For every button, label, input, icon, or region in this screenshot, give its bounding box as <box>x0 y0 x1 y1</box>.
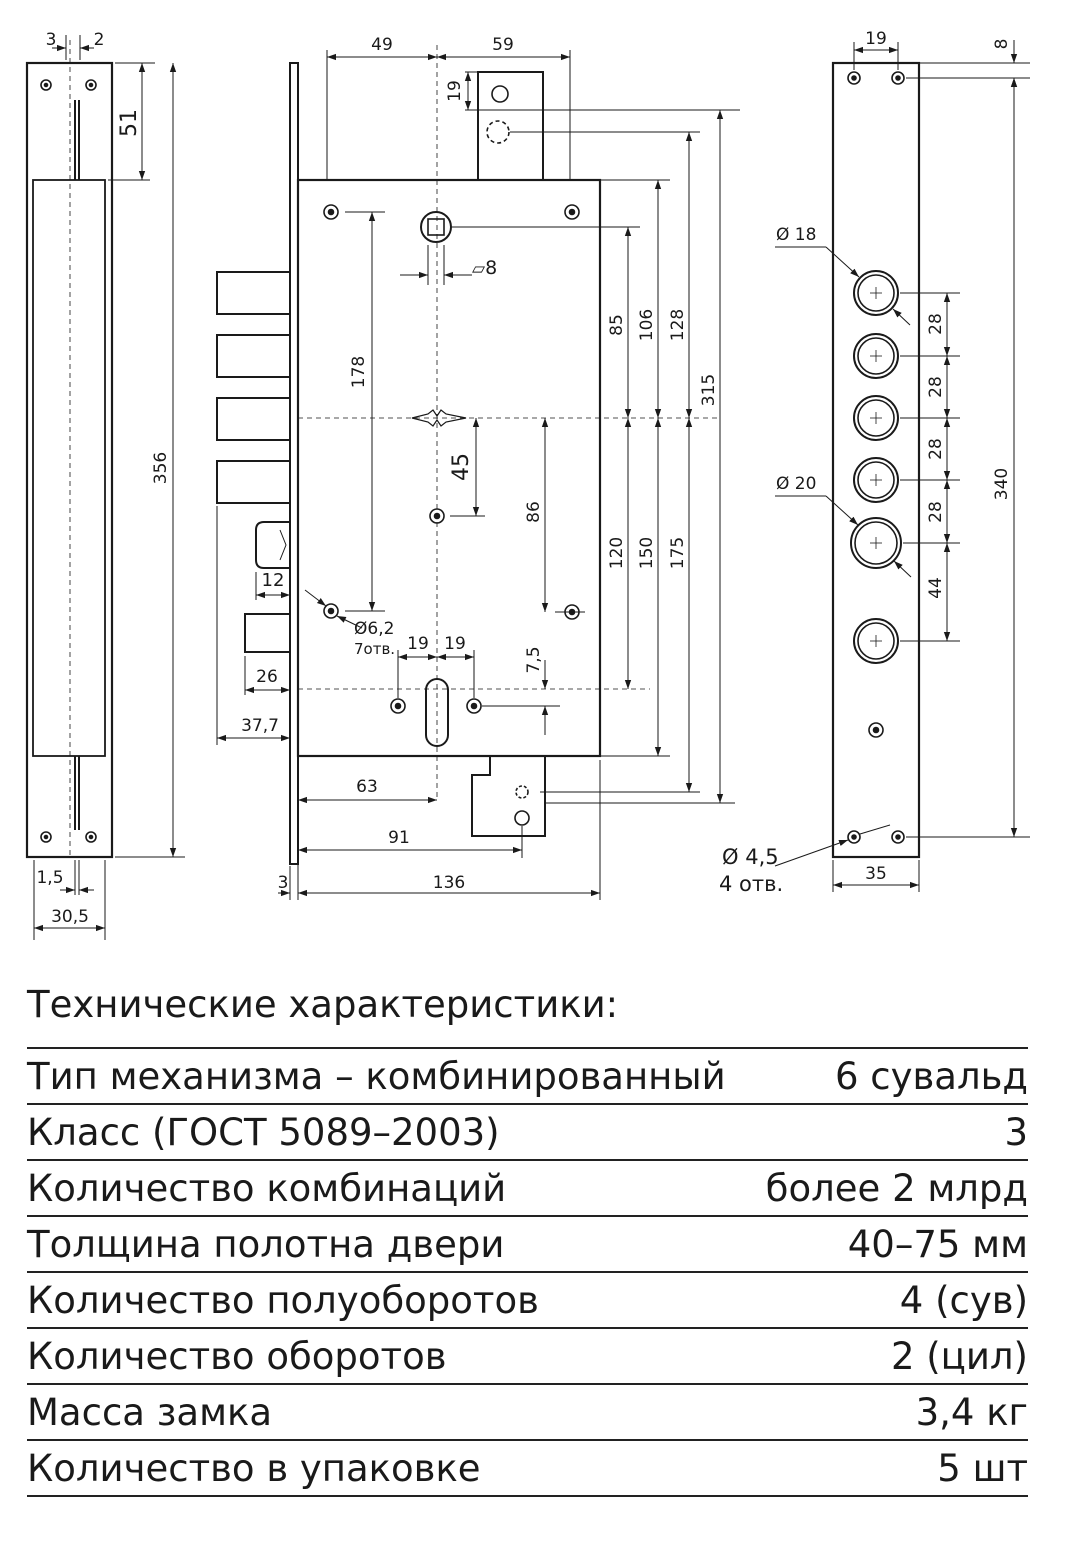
dim-mid-63: 63 <box>356 777 378 797</box>
dim-mid-85: 85 <box>607 314 627 336</box>
dim-right-28a: 28 <box>926 313 946 335</box>
dim-mid-12: 12 <box>261 570 285 591</box>
dim-left-top-3: 3 <box>45 30 57 50</box>
dim-left-30-5: 30,5 <box>51 907 89 927</box>
dim-mid-7-holes: 7отв. <box>354 640 396 658</box>
spec-value: 4 (сув) <box>899 1278 1028 1322</box>
dim-mid-19b: 19 <box>444 634 466 654</box>
dim-mid-sq8-value: 8 <box>485 257 498 279</box>
dim-mid-d6-2: Ø6,2 <box>354 619 395 639</box>
dim-mid-19-top: 19 <box>445 80 465 102</box>
dim-mid-315: 315 <box>699 373 719 407</box>
dim-mid-3: 3 <box>277 873 289 893</box>
spec-row-package-qty <box>27 1439 1028 1497</box>
dim-mid-26: 26 <box>256 667 278 687</box>
spec-value: 6 сувальд <box>834 1054 1028 1098</box>
dim-left-1-5: 1,5 <box>36 868 64 888</box>
spec-value: 3 <box>1004 1110 1028 1154</box>
dim-mid-150: 150 <box>637 536 657 570</box>
spec-value: более 2 млрд <box>765 1166 1028 1210</box>
spec-row-door-thickness <box>27 1215 1028 1271</box>
spec-label: Класс (ГОСТ 5089–2003) <box>27 1110 500 1154</box>
dim-right-340: 340 <box>992 467 1012 501</box>
dim-right-d18: Ø 18 <box>776 225 817 245</box>
dim-mid-7-5: 7,5 <box>524 646 544 674</box>
spec-value: 3,4 кг <box>915 1390 1028 1434</box>
dim-left-51: 51 <box>117 109 142 137</box>
spec-label: Количество в упаковке <box>27 1446 481 1490</box>
spec-row-half-turns <box>27 1271 1028 1327</box>
dim-right-28c: 28 <box>926 438 946 460</box>
dim-mid-120: 120 <box>607 536 627 570</box>
dim-right-35: 35 <box>865 864 887 884</box>
dim-mid-178: 178 <box>349 355 369 389</box>
dim-left-356: 356 <box>151 451 171 485</box>
dim-mid-128: 128 <box>668 308 688 342</box>
spec-label: Тип механизма – комбинированный <box>27 1054 726 1098</box>
spec-label: Количество оборотов <box>27 1334 447 1378</box>
dim-mid-86: 86 <box>524 501 544 523</box>
dim-right-4-holes: 4 отв. <box>719 872 784 896</box>
spec-label: Количество комбинаций <box>27 1166 507 1210</box>
strike-plate-view <box>775 40 1030 892</box>
dim-right-d4-5: Ø 4,5 <box>722 845 779 869</box>
dim-right-28d: 28 <box>926 501 946 523</box>
dim-mid-19a: 19 <box>407 634 429 654</box>
spec-row-class <box>27 1103 1028 1159</box>
left-side-view <box>27 35 185 940</box>
spec-row-combinations <box>27 1159 1028 1215</box>
dim-mid-49: 49 <box>371 35 393 55</box>
spec-value: 40–75 мм <box>847 1222 1028 1266</box>
spec-row-mechanism <box>27 1047 1028 1103</box>
spec-value: 5 шт <box>937 1446 1028 1490</box>
spec-row-weight <box>27 1383 1028 1439</box>
spec-value: 2 (цил) <box>890 1334 1028 1378</box>
spec-label: Масса замка <box>27 1390 272 1434</box>
dim-mid-175: 175 <box>668 536 688 570</box>
dim-mid-59: 59 <box>492 35 514 55</box>
front-view <box>217 45 740 900</box>
dim-mid-sq8: ▱8 <box>472 257 498 279</box>
dim-left-top-2: 2 <box>93 30 105 50</box>
specs-title: Технические характеристики: <box>27 983 619 1026</box>
dim-right-44: 44 <box>926 577 946 599</box>
dim-mid-91: 91 <box>388 828 410 848</box>
dim-right-8: 8 <box>992 38 1012 50</box>
dim-right-28b: 28 <box>926 376 946 398</box>
spec-label: Количество полуоборотов <box>27 1278 539 1322</box>
specs-table <box>27 1047 1028 1497</box>
dim-right-d20: Ø 20 <box>776 474 817 494</box>
spec-row-turns <box>27 1327 1028 1383</box>
spec-label: Толщина полотна двери <box>27 1222 505 1266</box>
dim-right-19: 19 <box>865 29 887 49</box>
dim-mid-45: 45 <box>449 453 474 481</box>
dim-mid-106: 106 <box>637 308 657 342</box>
dim-mid-37-7: 37,7 <box>241 716 279 736</box>
dim-mid-136: 136 <box>432 873 466 893</box>
